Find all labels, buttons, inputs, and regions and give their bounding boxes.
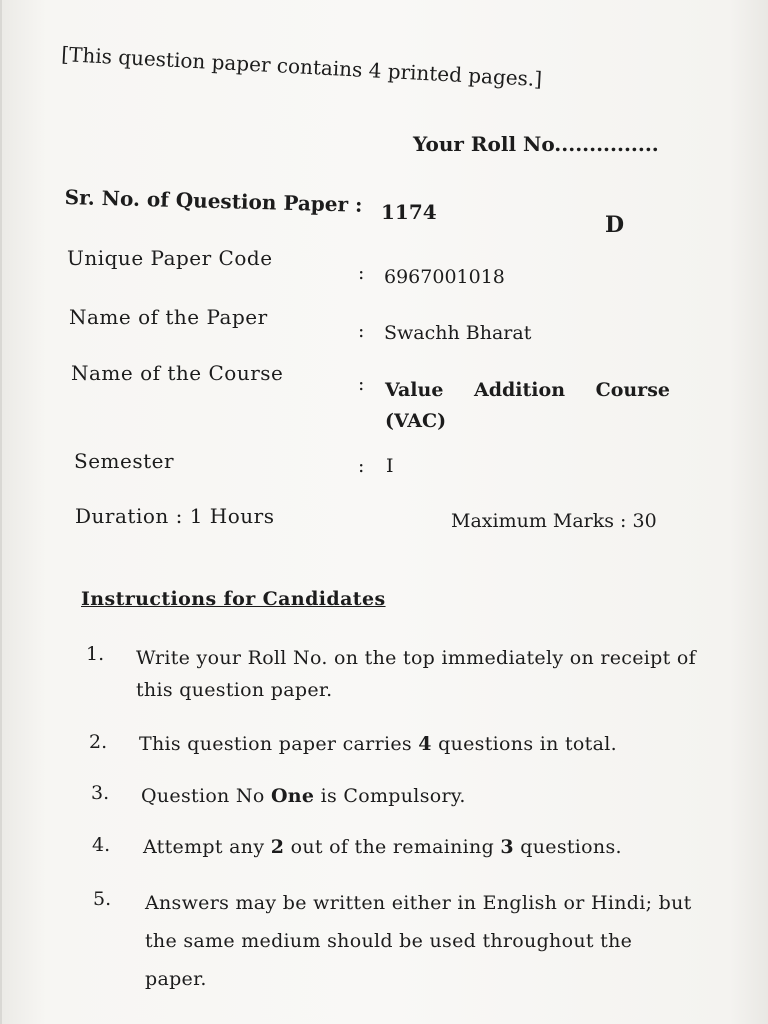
course-name-label: Name of the Course — [71, 361, 284, 385]
serial-number-label: Sr. No. of Question Paper : — [64, 185, 363, 217]
serial-number-value: 1174 — [381, 200, 437, 224]
instruction-text: Attempt any 2 out of the remaining 3 questions. — [143, 836, 622, 858]
course-name-value — [385, 375, 670, 437]
instruction-number: 1. — [86, 643, 105, 665]
semester-label: Semester — [74, 449, 175, 473]
instruction-text: Write your Roll No. on the top immediately on receipt of this question paper. — [136, 647, 696, 701]
paper-name-label: Name of the Paper — [69, 305, 268, 329]
course-name-colon: : — [358, 373, 365, 395]
unique-paper-code-label: Unique Paper Code — [67, 246, 273, 270]
course-word-3: Course — [595, 379, 670, 401]
duration-label: Duration : 1 Hours — [75, 504, 275, 528]
maximum-marks-label: Maximum Marks : 30 — [451, 510, 657, 532]
semester-colon: : — [358, 455, 365, 477]
page-edge — [0, 0, 2, 1024]
course-word-1: Value — [385, 379, 444, 401]
instruction-text: Question No One is Compulsory. — [141, 785, 466, 807]
unique-paper-code-value: 6967001018 — [384, 266, 505, 288]
instruction-text: Answers may be written either in English or Hindi; but the same medium should be used throughout the paper. — [145, 892, 692, 990]
instruction-number: 4. — [92, 834, 111, 856]
course-word-2: Addition — [474, 379, 566, 401]
course-name-line-2: (VAC) — [385, 410, 447, 432]
paper-set-letter: D — [605, 212, 625, 238]
instruction-number: 2. — [89, 731, 108, 753]
paper-name-value: Swachh Bharat — [384, 322, 532, 344]
pages-note: [This question paper contains 4 printed pages.] — [60, 42, 543, 92]
semester-value: I — [386, 455, 394, 477]
roll-number-label: Your Roll No............... — [413, 132, 659, 156]
instructions-heading: Instructions for Candidates — [81, 588, 386, 610]
paper-name-colon: : — [358, 320, 365, 342]
instruction-number: 3. — [91, 782, 110, 804]
instruction-text: This question paper carries 4 questions in total. — [139, 733, 617, 755]
instruction-number: 5. — [93, 888, 112, 910]
unique-paper-code-colon: : — [358, 262, 365, 284]
